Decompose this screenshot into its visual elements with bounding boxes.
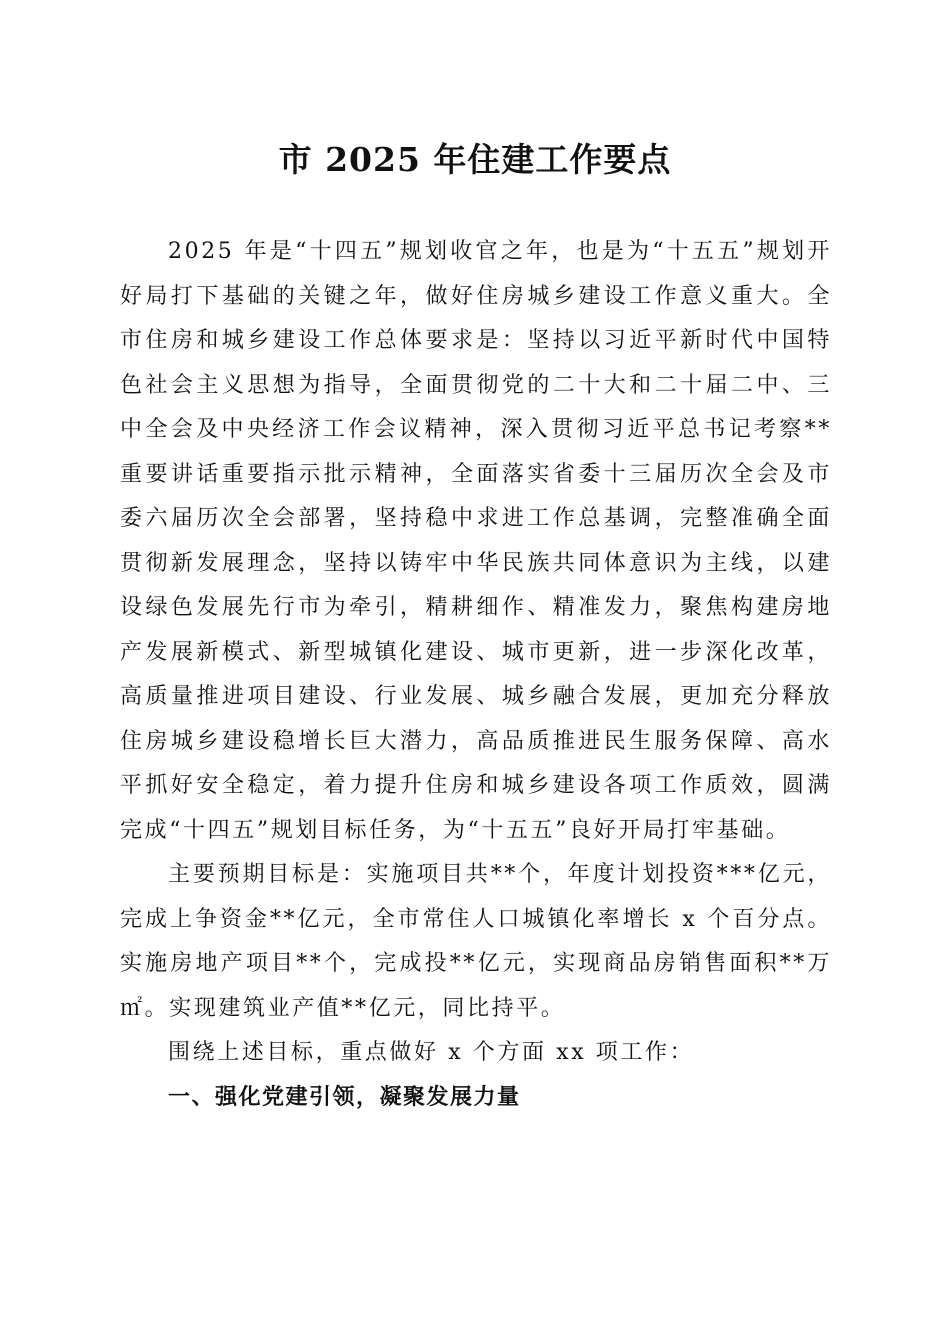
section-heading: 一、强化党建引领，凝聚发展力量 (168, 1084, 521, 1110)
document-body (120, 230, 832, 1120)
paragraph-general-requirements: 2025 年是“十四五”规划收官之年，也是为“十五五”规划开好局打下基础的关键之年，做好住房城乡建设工作意义重大。全市住房和城乡建设工作总体要求是：坚持以习近平新时代中国特色社会主义思想为指导，全面贯彻党的二十大和二十届二中、三中全会及中央经济工作会议精神，深入贯彻习近平总书记考察**重要讲话重要指示批示精神，全面落实省委十三届历次全会及市委六届历次全会部署，坚持稳中求进工作总基调，完整准确全面贯彻新发展理念，坚持以铸牢中华民族共同体意识为主线，以建设绿色发展先行市为牵引，精耕细作、精准发力，聚焦构建房地产发展新模式、新型城镇化建设、城市更新，进一步深化改革，高质量推进项目建设、行业发展、城乡融合发展，更加充分释放住房城乡建设稳增长巨大潜力，高品质推进民生服务保障、高水平抓好安全稳定，着力提升住房和城乡建设各项工作质效，圆满完成“十四五”规划目标任务，为“十五五”良好开局打牢基础。 (120, 239, 832, 843)
document-title: 市 2025 年住建工作要点 (278, 140, 672, 179)
paragraph-work-overview: 围绕上述目标，重点做好 x 个方面 xx 项工作： (168, 1040, 695, 1065)
paragraph-expected-targets: 主要预期目标是：实施项目共**个，年度计划投资***亿元，完成上争资金**亿元，全市常住人口城镇化率增长 x 个百分点。实施房地产项目**个，完成投**亿元，实现商品房销售面积**万㎡。实现建筑业产值**亿元，同比持平。 (120, 862, 832, 1021)
